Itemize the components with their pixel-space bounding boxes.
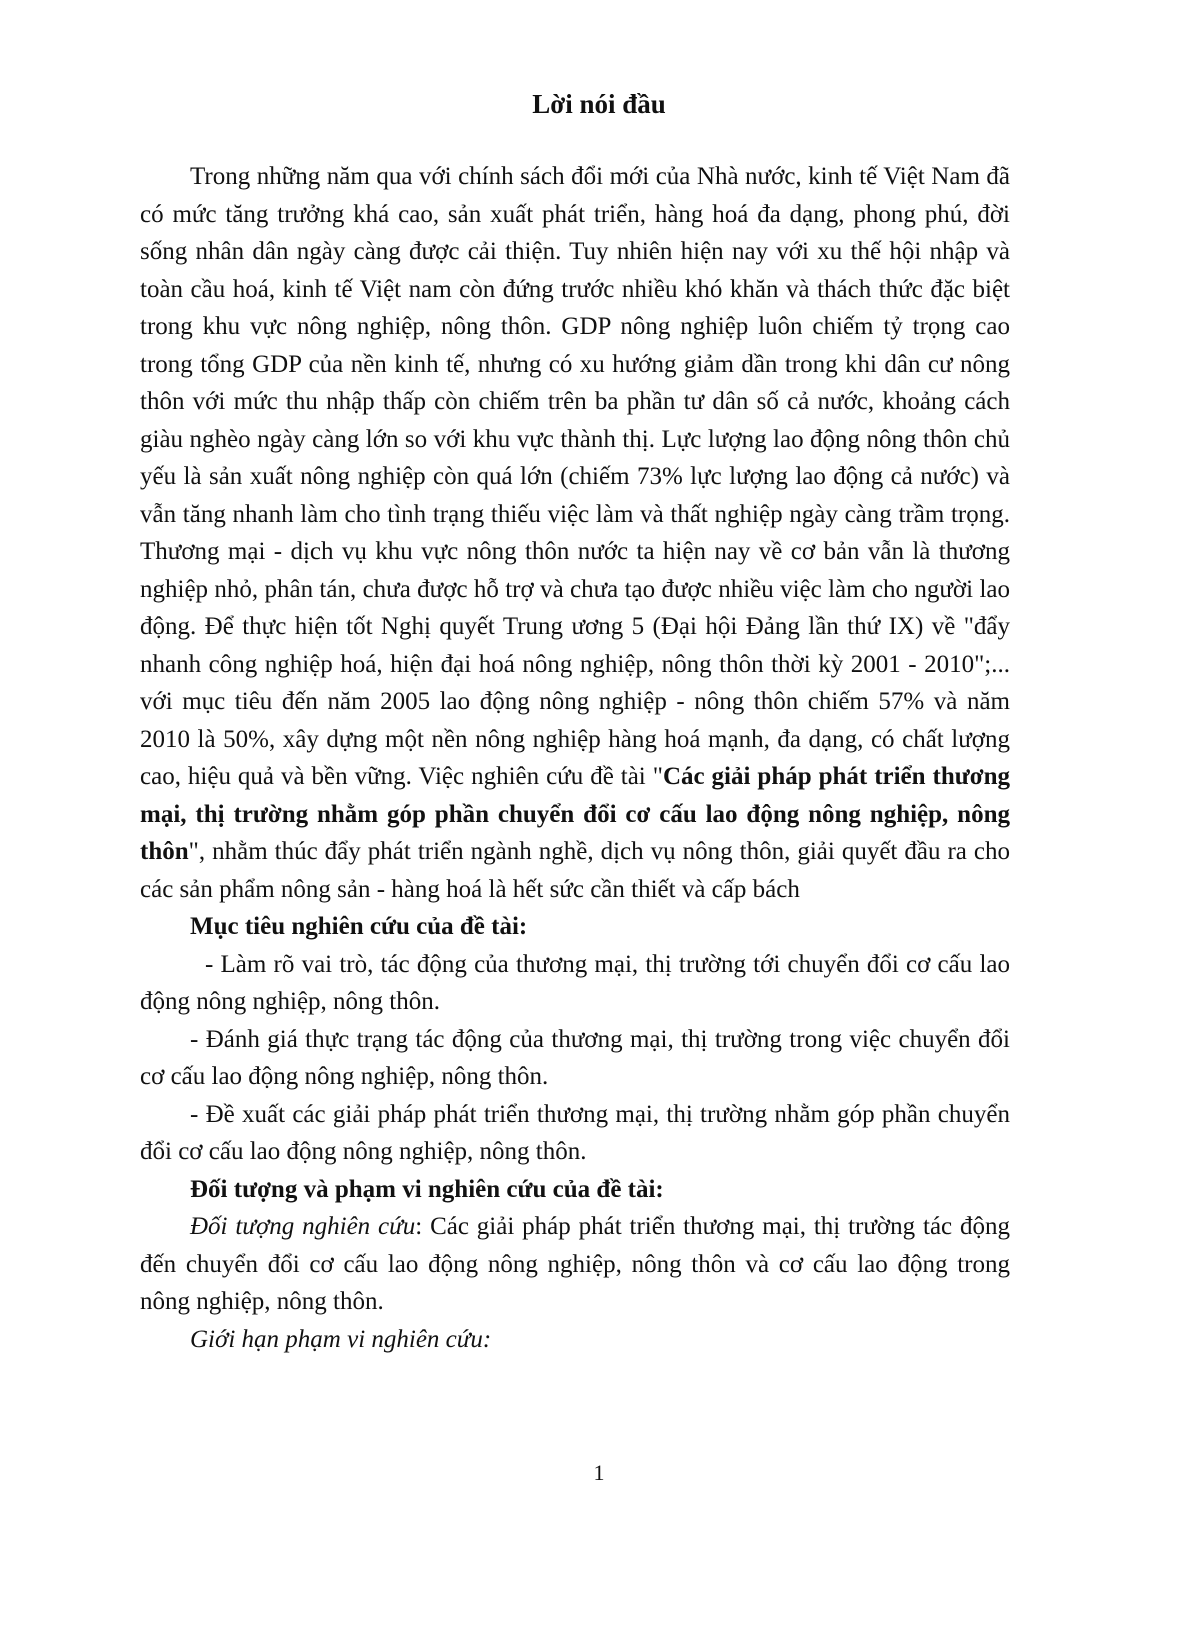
objective-item-2: - Đánh giá thực trạng tác động của thương mại, thị trường trong việc chuyển đổi cơ cấu lao động nông nghiệp, nông thôn. <box>140 1025 1010 1090</box>
scope-heading: Đối tượng và phạm vi nghiên cứu của đề tài: <box>190 1175 664 1203</box>
objective-item-3: - Đề xuất các giải pháp phát triển thương mại, thị trường nhằm góp phần chuyển đổi cơ cấu lao động nông nghiệp, nông thôn. <box>140 1100 1010 1165</box>
objectives-heading: Mục tiêu nghiên cứu của đề tài: <box>190 913 528 940</box>
scope-limit-label: Giới hạn phạm vi nghiên cứu: <box>190 1325 492 1353</box>
objective-item-1: - Làm rõ vai trò, tác động của thương mại, thị trường tới chuyển đổi cơ cấu lao động nông nghiệp, nông thôn. <box>140 950 1010 1015</box>
scope-object-label: Đối tượng nghiên cứu <box>190 1213 416 1240</box>
intro-paragraph <box>140 158 1010 908</box>
page-title: Lời nói đầu <box>532 89 666 119</box>
document-body <box>140 158 1010 1358</box>
topic-title: Các giải pháp phát triển thương mại, thị trường nhằm góp phần chuyển đổi cơ cấu lao động nông nghiệp, nông thôn <box>140 763 1011 865</box>
page-number: 1 <box>593 1460 605 1485</box>
intro-text-part1: Trong những năm qua với chính sách đổi mới của Nhà nước, kinh tế Việt Nam đã có mức tăng trưởng khá cao, sản xuất phát triển, hàng hoá đa dạng, phong phú, đời sống nhân dân ngày càng được cải thiện. Tuy nhiên hiện nay với xu thế hội nhập và toàn cầu hoá, kinh tế Việt nam còn đứng trước nhiều khó khăn và thách thức đặc biệt trong khu vực nông nghiệp, nông thôn. GDP nông nghiệp luôn chiếm tỷ trọng cao trong tổng GDP của nền kinh tế, nhưng có xu hướng giảm dần trong khi dân cư nông thôn với mức thu nhập thấp còn chiếm trên ba phần tư dân số cả nước, khoảng cách giàu nghèo ngày càng lớn so với khu vực thành thị. Lực lượng lao động nông thôn chủ yếu là sản xuất nông nghiệp còn quá lớn (chiếm 73% lực lượng lao động cả nước) và vẫn tăng nhanh làm cho tình trạng thiếu việc làm và thất nghiệp ngày càng trầm trọng. Thương mại - dịch vụ khu vực nông thôn nước ta hiện nay về cơ bản vẫn là thương nghiệp nhỏ, phân tán, chưa được hỗ trợ và chưa tạo được nhiều việc làm cho người lao động. Để thực hiện tốt Nghị quyết Trung ương 5 (Đại hội Đảng lần thứ IX) về "đẩy nhanh công nghiệp hoá, hiện đại hoá nông nghiệp, nông thôn thời kỳ 2001 - 2010";... với mục tiêu đến năm 2005 lao động nông nghiệp - nông thôn chiếm 57% và năm 2010 là 50%, xây dựng một nền nông nghiệp hàng hoá mạnh, đa dạng, có chất lượng cao, hiệu quả và bền vững. Việc nghiên cứu đề tài " <box>140 163 1010 790</box>
scope-object-paragraph <box>140 1208 1010 1321</box>
intro-text-part2: ", nhằm thúc đẩy phát triển ngành nghề, dịch vụ nông thôn, giải quyết đầu ra cho các sản phẩm nông sản - hàng hoá là hết sức cần thiết và cấp bách <box>140 838 1010 903</box>
scope-object-text: : Các giải pháp phát triển thương mại, thị trường tác động đến chuyển đổi cơ cấu lao động nông nghiệp, nông thôn và cơ cấu lao động trong nông nghiệp, nông thôn. <box>140 1213 1010 1315</box>
